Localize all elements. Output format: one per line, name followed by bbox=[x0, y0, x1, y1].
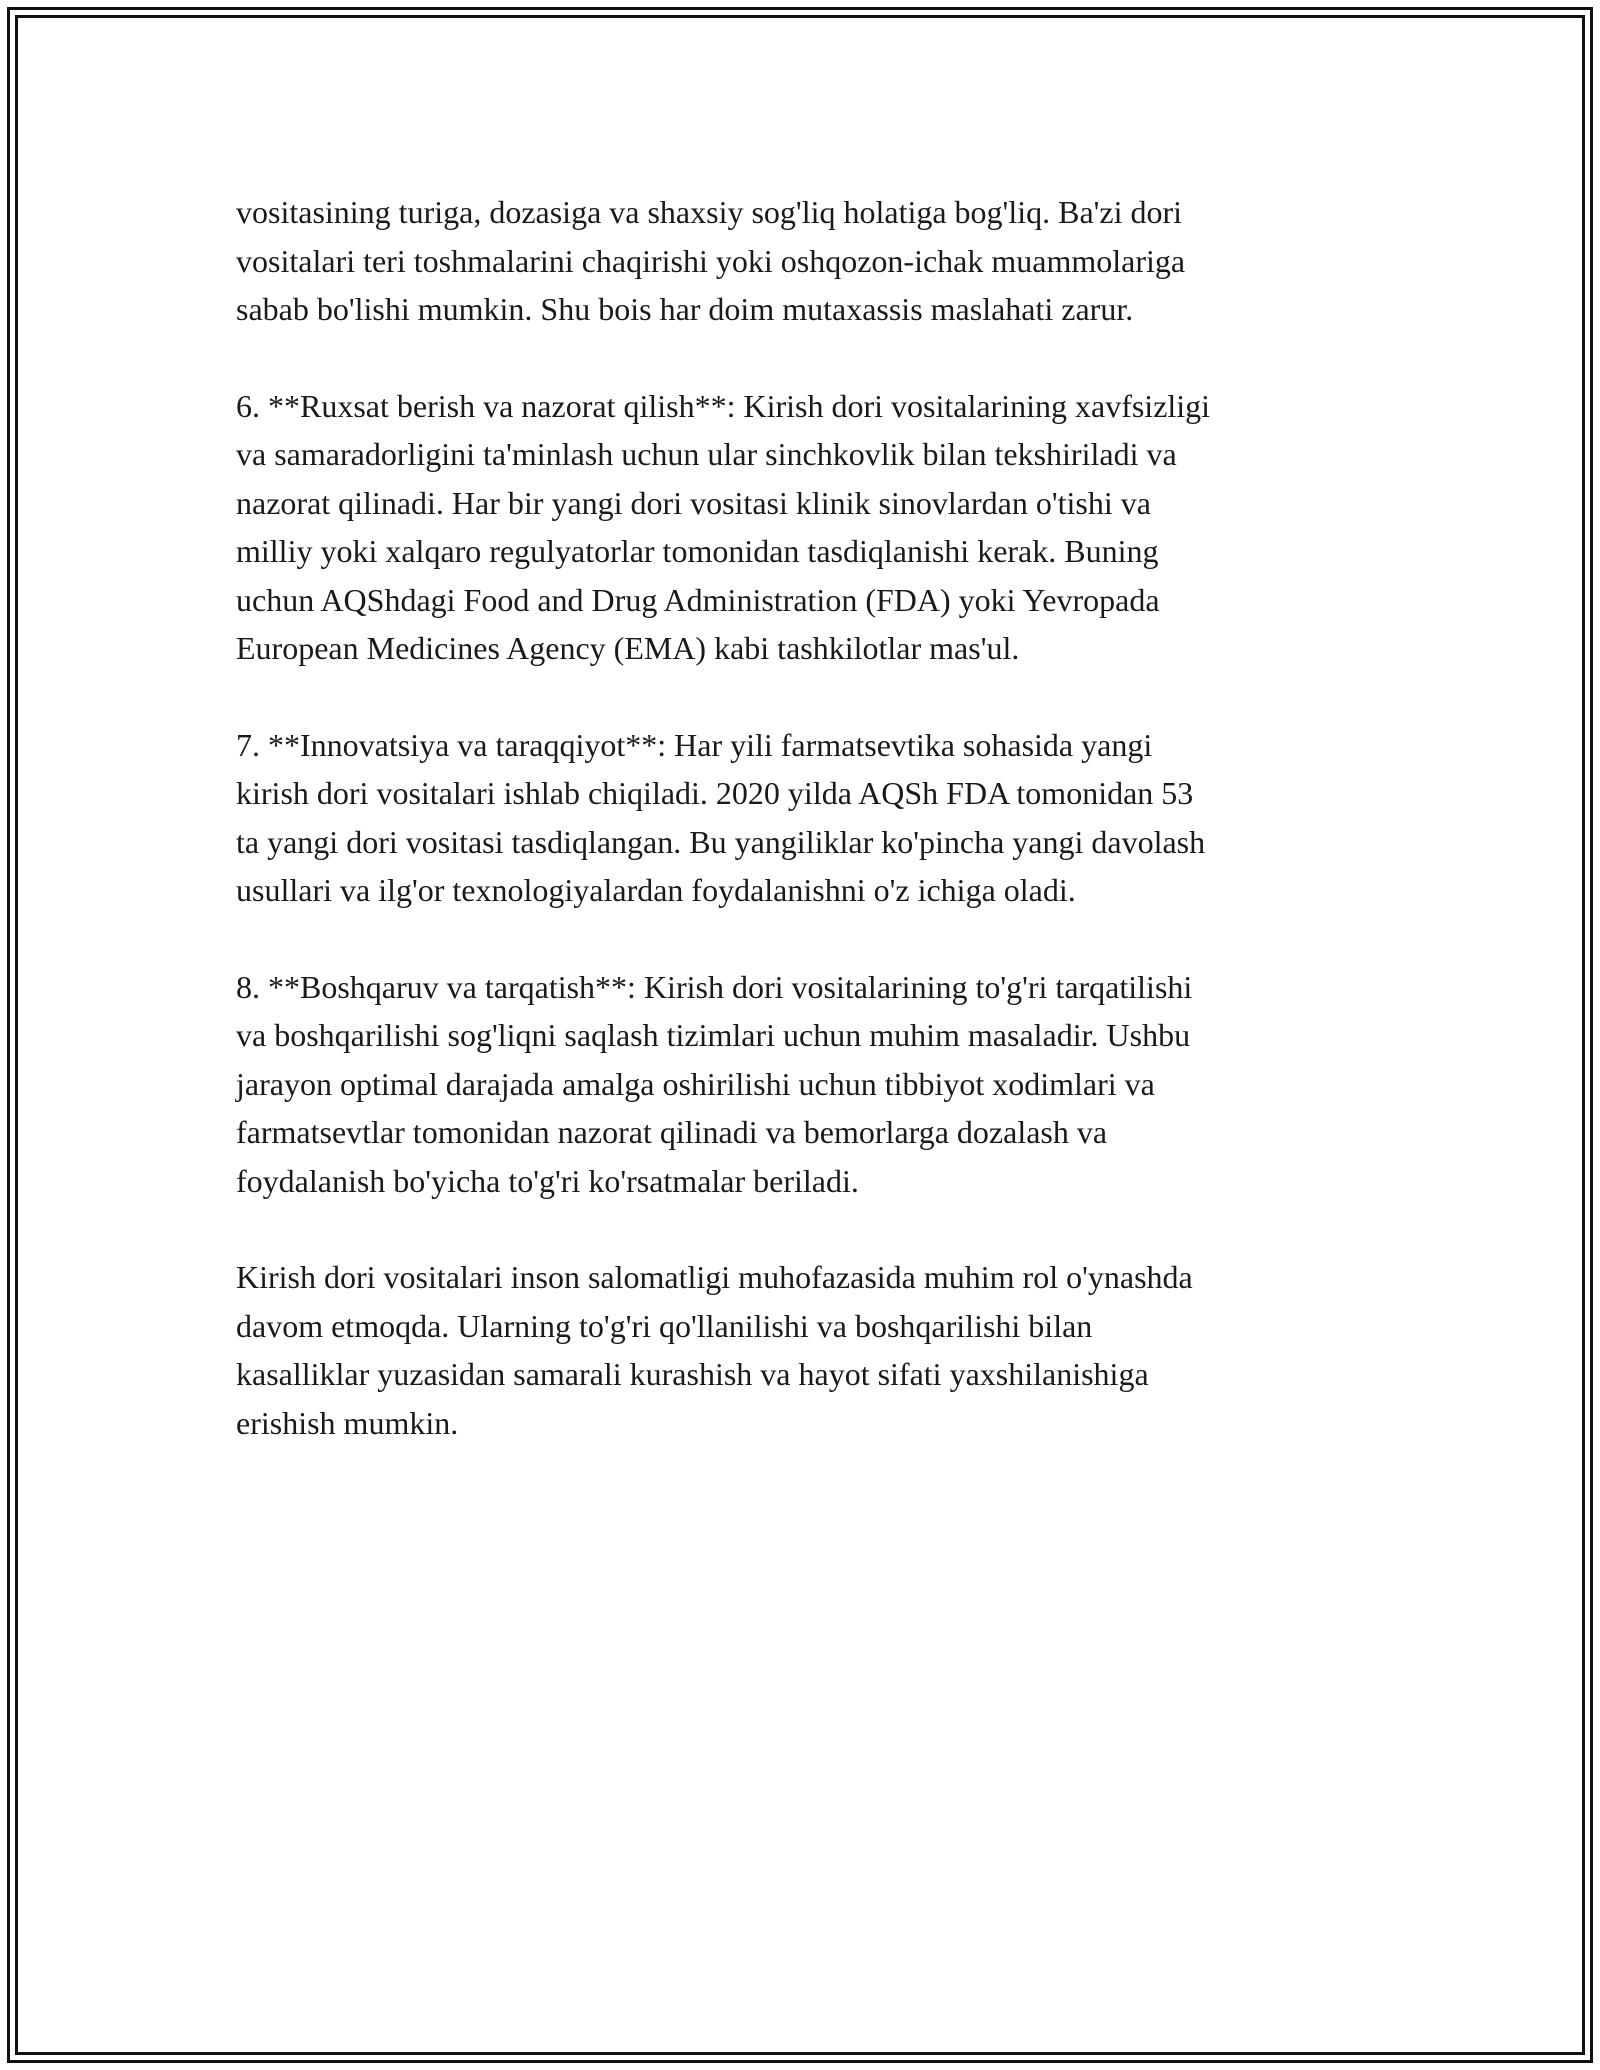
paragraph-conclusion: Kirish dori vositalari inson salomatligi muhofazasida muhim rol o'ynashda davom etmoqda. Ularning to'g'ri qo'llanilishi va boshqarilishi bilan kasalliklar yuzasidan samarali kurashish va hayot sifati yaxshilanishiga erishish mumkin. bbox=[236, 1259, 1193, 1441]
paragraph-management-and-distribution: 8. **Boshqaruv va tarqatish**: Kirish dori vositalarining to'g'ri tarqatilishi va boshqarilishi sog'liqni saqlash tizimlari uchun muhim masaladir. Ushbu jarayon optimal darajada amalga oshirilishi uchun tibbiyot xodimlari va farmatsevtlar tomonidan nazorat qilinadi va bemorlarga dozalash va foydalanish bo'yicha to'g'ri ko'rsatmalar beriladi. bbox=[236, 968, 1193, 1199]
document-body bbox=[236, 188, 1356, 1495]
paragraph-innovation-and-progress: 7. **Innovatsiya va taraqqiyot**: Har yili farmatsevtika sohasida yangi kirish dori vositalari ishlab chiqiladi. 2020 yilda AQSh FDA tomonidan 53 ta yangi dori vositasi tasdiqlangan. Bu yangiliklar ko'pincha yangi davolash usullari va ilg'or texnologiyalardan foydalanishni o'z ichiga oladi. bbox=[236, 726, 1206, 908]
paragraph-approval-and-control: 6. **Ruxsat berish va nazorat qilish**: Kirish dori vositalarining xavfsizligi va samaradorligini ta'minlash uchun ular sinchkovlik bilan tekshiriladi va nazorat qilinadi. Har bir yangi dori vositasi klinik sinovlardan o'tishi va milliy yoki xalqaro regulyatorlar tomonidan tasdiqlanishi kerak. Buning uchun AQShdagi Food and Drug Administration (FDA) yoki Yevropada European Medicines Agency (EMA) kabi tashkilotlar mas'ul. bbox=[236, 387, 1211, 666]
paragraph-side-effects-continued: vositasining turiga, dozasiga va shaxsiy sog'liq holatiga bog'liq. Ba'zi dori vositalari teri toshmalarini chaqirishi yoki oshqozon-ichak muammolariga sabab bo'lishi mumkin. Shu bois har doim mutaxassis maslahati zarur. bbox=[236, 194, 1186, 327]
